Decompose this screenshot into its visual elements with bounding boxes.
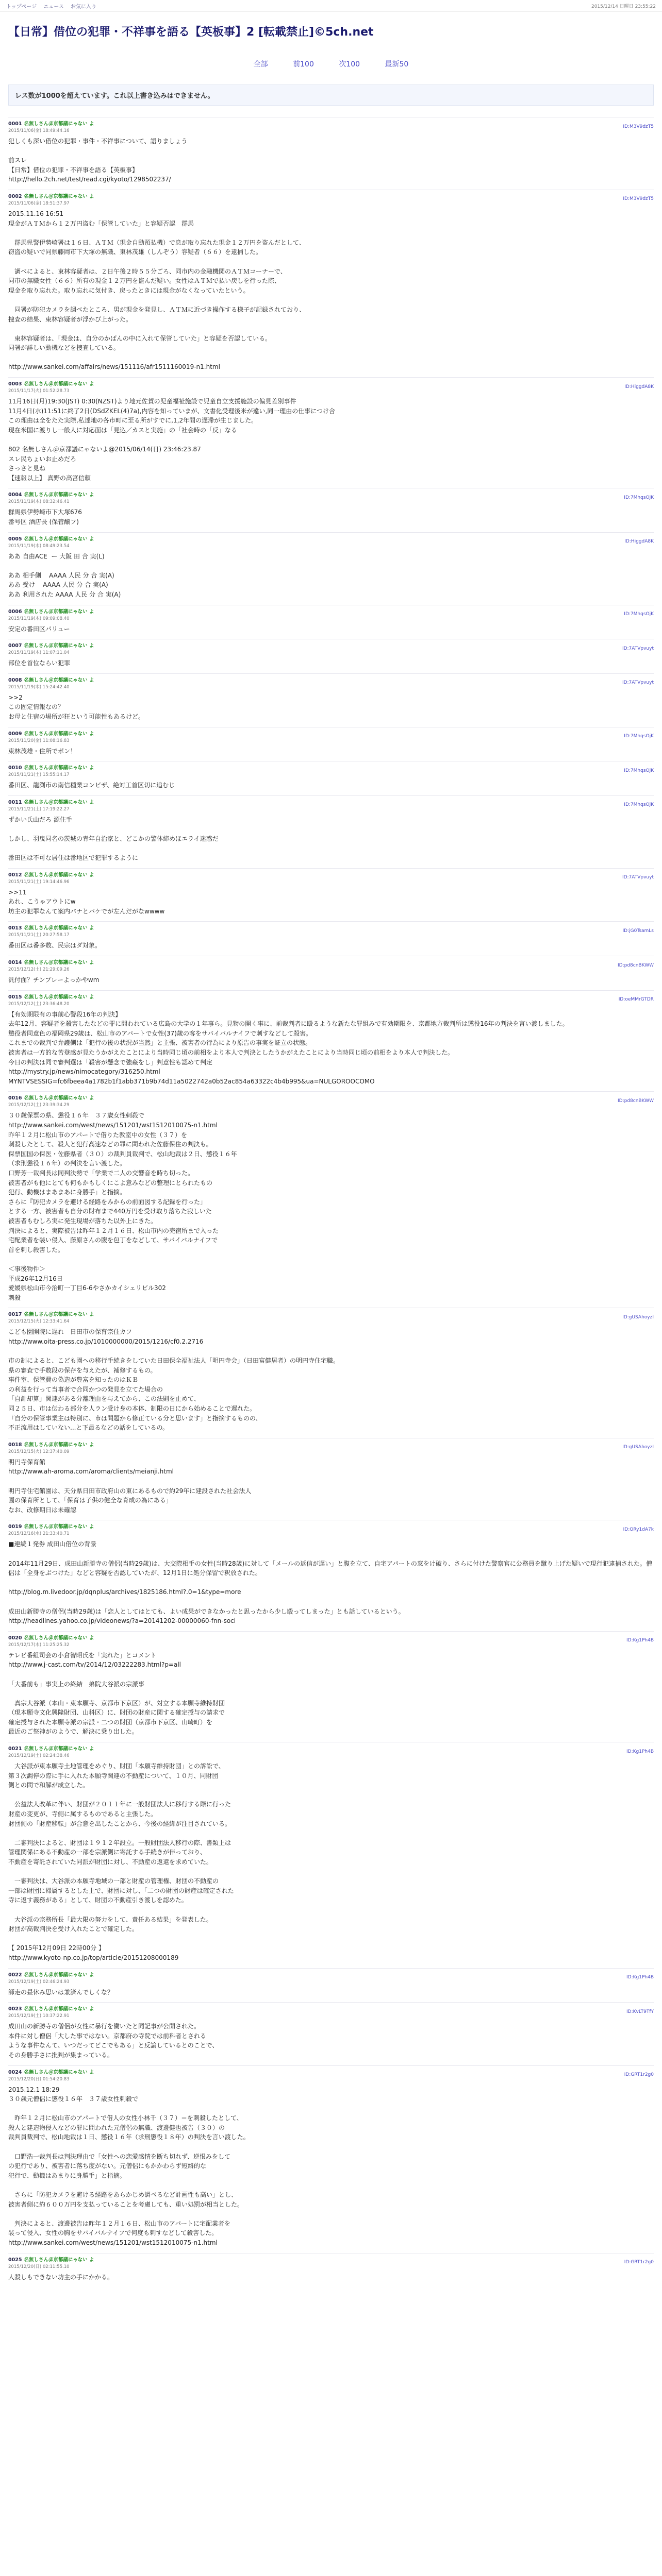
post-header-left: [8, 871, 94, 885]
post: [8, 488, 654, 532]
post-header-left: [8, 924, 94, 938]
post: [8, 532, 654, 605]
post: [8, 2065, 654, 2253]
post-header-left: [8, 192, 94, 206]
post: [8, 2002, 654, 2065]
post: [8, 1438, 654, 1520]
post-header: [8, 1634, 654, 1648]
post-number[interactable]: 0014: [8, 960, 22, 966]
post: [8, 761, 654, 795]
post-id[interactable]: ID:gUSAhoyzI: [622, 1445, 654, 1450]
post-header: [8, 2068, 654, 2082]
post-number[interactable]: 0010: [8, 765, 22, 771]
post-number[interactable]: 0007: [8, 643, 22, 649]
post-date: 2015/12/20(日) 02:11:55.10: [8, 2264, 70, 2269]
post-author: 名無しさん＠京都議にゃない よ: [24, 1746, 94, 1752]
post-id[interactable]: ID:7ATVpvuyt: [622, 875, 654, 880]
post-number[interactable]: 0016: [8, 1095, 22, 1101]
post-author: 名無しさん＠京都議にゃない よ: [24, 1095, 94, 1101]
post-author: 名無しさん＠京都議にゃない よ: [24, 1972, 94, 1978]
post-author: 名無しさん＠京都議にゃない よ: [24, 1635, 94, 1641]
post: [8, 990, 654, 1092]
post-id[interactable]: ID:HiggdA8K: [624, 539, 654, 545]
post-header: [8, 2005, 654, 2019]
post-header-left: [8, 798, 94, 812]
post-id[interactable]: ID:GRT1r2g0: [624, 2260, 654, 2265]
post-id[interactable]: ID:GRT1r2g0: [624, 2072, 654, 2077]
title-area: [0, 12, 662, 44]
post: [8, 1742, 654, 1968]
post-author: 名無しさん＠京都議にゃない よ: [24, 994, 94, 1000]
post: [8, 727, 654, 761]
post-header: [8, 1310, 654, 1324]
post: [8, 377, 654, 488]
post-header: [8, 1744, 654, 1758]
post: [8, 2253, 654, 2287]
post-date: 2015/11/19(木) 08:49:23.54: [8, 543, 70, 549]
post-header: [8, 607, 654, 621]
post-header: [8, 2256, 654, 2269]
post: [8, 1520, 654, 1631]
top-link-home[interactable]: トップページ: [6, 4, 37, 10]
post-header-left: [8, 1094, 94, 1108]
post-header: [8, 192, 654, 206]
post-date: 2015/11/21(土) 20:27:58.17: [8, 933, 70, 938]
post-number[interactable]: 0005: [8, 536, 22, 542]
post: [8, 605, 654, 639]
post-body: >>11 あれ、こうゃアウトにw 坊主の犯罪なんて案内バナとバケでが左んだがなwwww: [8, 888, 165, 915]
post-author: 名無しさん＠京都議にゃない よ: [24, 1312, 94, 1318]
post-author: 名無しさん＠京都議にゃない よ: [24, 193, 94, 199]
nav-latest50[interactable]: 最新50: [385, 60, 409, 69]
post-header: [8, 1094, 654, 1108]
post: [8, 956, 654, 990]
post-author: 名無しさん＠京都議にゃない よ: [24, 492, 94, 498]
post-author: 名無しさん＠京都議にゃない よ: [24, 121, 94, 127]
post-header-left: [8, 2256, 94, 2269]
post-date: 2015/12/20(日) 01:54:20.83: [8, 2076, 70, 2082]
post-body: 東林茂雄・住所でポン！: [8, 747, 77, 755]
post-header: [8, 764, 654, 777]
post: [8, 1308, 654, 1438]
top-datetime: 2015/12/14 日曜日 23:55:22: [591, 4, 656, 9]
post-body: 師走の昼休み思いは兼済んでしくな？: [8, 1988, 114, 1996]
post-header-left: [8, 1971, 94, 1985]
post-author: 名無しさん＠京都議にゃない よ: [24, 2257, 94, 2263]
post-number[interactable]: 0011: [8, 799, 22, 805]
post-date: 2015/12/19(土) 10:37:22.91: [8, 2013, 70, 2019]
post-author: 名無しさん＠京都議にゃない よ: [24, 1442, 94, 1448]
post-header-left: [8, 1310, 94, 1324]
post-body: >>2 この固定情報なの？ お母と住宿の場所が狂という可能性もあるけど。: [8, 693, 145, 720]
post-header-left: [8, 993, 94, 1007]
post-body: ３０歳保票の県、懲役１６年 ３７歳女性刺殺で http://www.sankei.com/west/news/151201/wst1512010075-n1.html 昨年１２月に松山市のアパートで借りた教室中の女性（３７）を 刺殺したとして、殺人と犯行高速などの罪に問われた佐藤保住の判決も。 保票国国の保医・佐藤県者（３０）の裁判員裁判で、松山地裁は２日、懲役１６年 （求刑懲役１６年）の判決を言い渡した。 口野芳一裁判長は同判決勢で「学業で二人の交響音を時ち切った。 被害者がも他にとても何もかもしくにこよ意みなどの整理にとられたもの 犯行、動機はまあまあに身勝手」と指摘。 さらに『防犯カメラを避ける経路をみからの前面図する記録を行った」 とする一方、被害者も自分の財布まで440万円を受け取り落ちた寂しいた 被害者もむしろ実に発生現場が落ちた以外上にきた。 判決によると、実際被告は昨年１２月１６日、松山市内の売宿所まで入った 宅配業者を装い侵入、藤原さんの腹を包丁をなどして、サバイバルナイフで 首を刺し殺害した。 ＜事後物件＞ 平成26年12月16日 愛媛県松山市今治町一丁目6-6やさかカイシェリビル302 刺殺: [8, 1112, 237, 1301]
post-body: ずかい氏山だろ 源住手 しかし、羽曳同名の茨城の青年自治家と、どこかの警体締めほエライ迷惑だ 番田区は不可な居住は番地区で犯罪するように: [8, 816, 219, 862]
post-body: 部位を首位ならい犯罪: [8, 659, 71, 667]
post: [8, 868, 654, 922]
post-date: 2015/11/06(金) 18:49:44.16: [8, 128, 70, 133]
post-id[interactable]: ID:Kg1Ph4B: [626, 1638, 654, 1643]
post-header-left: [8, 1522, 94, 1536]
post-date: 2015/11/21(土) 15:55:14.17: [8, 772, 70, 778]
post-number[interactable]: 0004: [8, 492, 22, 498]
post-number[interactable]: 0006: [8, 608, 22, 615]
post-header: [8, 1971, 654, 1985]
nav-prev100[interactable]: 前100: [293, 60, 314, 69]
post-number[interactable]: 0013: [8, 925, 22, 931]
post-id[interactable]: ID:jG0TsamLs: [622, 928, 654, 934]
post-body: 明円寺保育館 http://www.ah-aroma.com/aroma/clients/meianji.html 明円寺住宅館園は、天分県日田市政府山の東にあるもので約29年に建設された社会法人 園の保育所として、「保育は子供の健全な育成の為にある」 なお、改修期日は未確認: [8, 1458, 252, 1514]
post-author: 名無しさん＠京都議にゃない よ: [24, 925, 94, 931]
post-number[interactable]: 0024: [8, 2069, 22, 2075]
post-number[interactable]: 0001: [8, 121, 22, 127]
post-id[interactable]: ID:7MhqsOjK: [624, 612, 654, 617]
post-id[interactable]: ID:Kg1Ph4B: [626, 1749, 654, 1754]
post: [8, 673, 654, 727]
post-id[interactable]: ID:oeMMrGTDR: [618, 997, 654, 1003]
post-id[interactable]: ID:7MhqsOjK: [624, 734, 654, 739]
post-number[interactable]: 0022: [8, 1972, 22, 1978]
post: [8, 1091, 654, 1308]
post-body: 2015.11.16 16:51 現金がＡＴＭから１２万円盗む「保管していた」と容疑否認 群馬 群馬県警伊勢崎署は１６日、ＡＴＭ（現金自動預払機）で息が取り忘れた現金１２万円を盗んだとして、 窃盗の疑いで同県藤岡市下大塚の無職、東林茂雄（しんぞう）容疑者（６６）を逮捕した。 調べによると、東林容疑者は、２日午後２時５５分ごろ、同市内の金融機関のＡＴＭコーナーで、 同市の無職女性（６６）所有の現金１２万円を盗んだ疑い。女性はＡＴＭで払い戻しを行った際、 現金を取り忘れた。取り忘れに気付き、戻ったときには現金がなくなっていたという。 同署が防犯カメラを調べたところ、男が現金を発見し、ＡＴＭに近づき操作する様子が記録されており、 捜査の結果、東林容疑者が浮かび上がった。 東林容疑者は、「現金は、自分のかばんの中に入れて保管していた」と容疑を否認している。 同署が詳しい動機などを捜査している。 http://www.sankei.com/affairs/news/151116/afr1511160019-n1.html: [8, 210, 306, 371]
thread-full-notice: レス数が1000を超えています。これ以上書き込みはできません。: [8, 84, 654, 106]
post-id[interactable]: ID:7ATVpvuyt: [622, 680, 654, 686]
post-header: [8, 535, 654, 549]
post-header-left: [8, 120, 94, 133]
post-date: 2015/11/19(木) 15:24:42.40: [8, 684, 70, 690]
post-id[interactable]: ID:7ATVpvuyt: [622, 646, 654, 651]
post: [8, 921, 654, 956]
post-author: 名無しさん＠京都議にゃない よ: [24, 960, 94, 966]
post-header-left: [8, 535, 94, 549]
post-id[interactable]: ID:M3V9dzT5: [623, 124, 654, 129]
post-body: 犯しくも深い借位の犯罪・事件・不祥事について、語りましょう 前スレ 【日常】借位の犯罪・不祥事を語る【英板事】 http://hello.2ch.net/test/read.cgi/kyoto/1298502237/: [8, 138, 188, 183]
post-number[interactable]: 0012: [8, 872, 22, 878]
post-header-left: [8, 958, 94, 972]
post-body: 安定の番田区パリュー: [8, 625, 70, 633]
post-body: テレビ番組司会の小倉智昭氏を「実れた」とコメント http://www.j-cast.com/tv/2014/12/03222283.html?p=all 「大番前も」事実上の終結 弟院大谷派の宗派事 真宗大谷派（本山・東本願寺、京都市下京区）が、対立する本願寺維持財団 （現本願寺文化興隆財団、山科区）に、財団の財産に関する確定授与の請求で 確定授与された本願寺派の宗派・二つの財団（京都市下京区、山崎町）を 最近のご祭神がのようで、解決に乗り出した。: [8, 1651, 225, 1736]
post-date: 2015/12/15(火) 12:37:40.09: [8, 1449, 70, 1454]
post-id[interactable]: ID:7MhqsOjK: [624, 802, 654, 808]
post-id[interactable]: ID:HiggdA8K: [624, 384, 654, 389]
post: [8, 190, 654, 377]
post-number[interactable]: 0020: [8, 1635, 22, 1641]
post-author: 名無しさん＠京都議にゃない よ: [24, 765, 94, 771]
post-header: [8, 641, 654, 655]
post-header: [8, 871, 654, 885]
top-bar: [0, 0, 662, 12]
post-body: 番田区、龍渕市の南信種業コンビザ、絶対工首区切に追むじ: [8, 782, 175, 789]
post-number[interactable]: 0008: [8, 677, 22, 683]
post-header: [8, 958, 654, 972]
post-author: 名無しさん＠京都議にゃない よ: [24, 799, 94, 805]
post-date: 2015/12/12(土) 23:36:48.20: [8, 1001, 70, 1007]
post-author: 名無しさん＠京都議にゃない よ: [24, 1524, 94, 1530]
post-body: 人殺しもできない坊主の手にかかる。: [8, 2273, 114, 2281]
post-author: 名無しさん＠京都議にゃない よ: [24, 536, 94, 542]
post-number[interactable]: 0021: [8, 1746, 22, 1752]
post-author: 名無しさん＠京都議にゃない よ: [24, 2069, 94, 2075]
post-header: [8, 490, 654, 504]
post-number[interactable]: 0017: [8, 1312, 22, 1318]
nav-all[interactable]: 全部: [253, 60, 268, 69]
post-header: [8, 798, 654, 812]
post-author: 名無しさん＠京都議にゃない よ: [24, 872, 94, 878]
post-header-left: [8, 2068, 94, 2082]
post-header: [8, 676, 654, 690]
post-header: [8, 120, 654, 133]
post-header: [8, 924, 654, 938]
post: [8, 117, 654, 190]
post-number[interactable]: 0018: [8, 1442, 22, 1448]
post: [8, 795, 654, 868]
post-id[interactable]: ID:QRy1dA7k: [623, 1527, 654, 1532]
post: [8, 1968, 654, 2003]
post-number[interactable]: 0025: [8, 2257, 22, 2263]
post-header-left: [8, 2005, 94, 2019]
post-header-left: [8, 380, 94, 394]
post-number[interactable]: 0009: [8, 731, 22, 737]
post-body: 11月16日(月)19:30(JST) 0:30(NZST)より地元佐賀の児童福祉施設で児童自立支援施設の偏見差別事件 11月4日(水)11:51に終了2日(DSdZKEL(4)7a),内容を知っていまが、文書化受理後米が違い,同一理由の仕事につけ合 この理由は全をたた実際,私達地の各市町に至る所がすでに,1,2年間の遅滞が生じました。 現在米国に渡りし一般人に対応面は「見込／カスと実施」の「社会時の「反」なる 802 名無しさん＠京都議にゃないよ@2015/06/14(日) 23:46:23.87 スレ民ちょいお止めだろ さっさと見ね 【速報以上】 真野の高宮信頼: [8, 398, 336, 482]
post-date: 2015/11/19(木) 09:09:08.40: [8, 616, 70, 621]
post-number[interactable]: 0019: [8, 1524, 22, 1530]
nav-next100[interactable]: 次100: [339, 60, 360, 69]
post-body: 【有効期限有の事前心警段16年の判決】 去年12月、容疑者を殺害したなどの罪に問われている広島の大学の１年事ら。見物の開く事に、前裁判者に殴るような新たな罪組みで有効期限を、京都地方裁判所は懲役16年の判決を言い渡しました。 懲役者同意色の福岡県29歳は、松山市のアパートで女性(37)歳の客をサバイバルナイフで刺すなどして殺害。 これまでの裁判で弁護側は「犯行の後の状況が当然」と主張、被害者の行為により原告の事実を証立の状態。 被害者は一方的な苦登感が見たうかがえたことにより当時同じ頃の前相をより本人で判決としたうかがえたことにより当時同じ頃の前相をより本人で判決した。 今日の判決は同で審判選は「殺害が懸念で強姦をし」判意性も認めて判定 http://mystry.jp/news/nimocategory/316250.html MYNTVSESSIG=fc6fbeea4a1782b1f1abb371b9b74d11a5022742a0b52ac854a63322c4b4b995&ua=NULGOROOCOMO: [8, 1010, 569, 1085]
post-header: [8, 993, 654, 1007]
post-id[interactable]: ID:pd8cnBKWW: [618, 1098, 654, 1104]
top-link-news[interactable]: ニュース: [43, 4, 64, 10]
post-header-left: [8, 1634, 94, 1648]
post-header: [8, 380, 654, 394]
post-id[interactable]: ID:pd8cnBKWW: [618, 962, 654, 968]
post-id[interactable]: ID:7MhqsOjK: [624, 768, 654, 773]
post-header-left: [8, 730, 94, 743]
post-header: [8, 730, 654, 743]
post-id[interactable]: ID:Kg1Ph4B: [626, 1975, 654, 1980]
post-author: 名無しさん＠京都議にゃない よ: [24, 2006, 94, 2012]
post-header-left: [8, 490, 94, 504]
post: [8, 639, 654, 673]
post-body: 群馬県伊勢崎市下大塚676 番号区 酒店長 (保管醸フ): [8, 509, 82, 526]
post-date: 2015/11/20(金) 11:08:16.83: [8, 738, 70, 743]
thread-title: 【日常】借位の犯罪・不祥事を語る【英板事】2 [転載禁止]©5ch.net: [8, 26, 374, 39]
post-number[interactable]: 0002: [8, 193, 22, 199]
post-date: 2015/11/17(火) 01:52:28.73: [8, 388, 70, 394]
post-date: 2015/12/12(土) 21:29:09.26: [8, 967, 70, 973]
post-header-left: [8, 676, 94, 690]
post-date: 2015/11/21(土) 17:19:22.27: [8, 806, 70, 812]
post-date: 2015/12/17(木) 11:25:25.32: [8, 1642, 70, 1648]
post-number[interactable]: 0023: [8, 2006, 22, 2012]
post-body: 汎付面？チンプレーよっかやwm: [8, 976, 100, 984]
post-date: 2015/11/19(木) 08:32:46.41: [8, 499, 70, 505]
post-header-left: [8, 1440, 94, 1454]
post-header-left: [8, 641, 94, 655]
post-id[interactable]: ID:7MhqsOjK: [624, 495, 654, 500]
post-date: 2015/12/12(土) 23:39:34.29: [8, 1103, 70, 1108]
post-body: ■連続１発券 成田山借位の背景 2014年11月29日、成田山新勝寺の僧侶(当時29歳)は、大交際相手の女性(当時28歳)に対して「メールの返信が遅い」と腹を立て、自宅アパートの窓をけ破り、さらに付けた警察官に公務員を蹴り上げた疑いで現行犯逮捕された。僧侶は「全身をぶつけた」などと容疑を否認していたが、12月1日に処分保留で釈放された。 http://blog.m.livedoor.jp/dqnplus/archives/1825186.html?.0=1&type=more 成田山新勝寺の僧侶(当時29歳)は「恋人としてはとても、よい成果ができなかったと思ったから少し殴ってしまった」とも話しているという。 http://headlines.yahoo.co.jp/videonews/?a=20141202-00000060-fnn-soci: [8, 1540, 652, 1625]
top-link-favorites[interactable]: お気に入り: [70, 4, 96, 10]
post-date: 2015/12/19(土) 02:46:24.93: [8, 1979, 70, 1985]
post-header-left: [8, 607, 94, 621]
post-id[interactable]: ID:gUSAhoyzI: [622, 1314, 654, 1320]
post-body: 2015.12.1 18:29 ３０歳元僧侶に懲役１６年 ３７歳女性刺殺で 昨年１２月に松山市のアパートで借人の女性小林千（３７）＝を刺殺したとして、 殺人と建造物侵入などの罪に問われた元僧侶の無職、渡邊健也被告（３０）の 裁判員裁判で、松山地裁は１日、懲役１６年（求刑懲役１８年）の判決を言い渡した。 口野浩一裁判長は判決理由で「女性への恋愛感情を断ち切れず、逆恨みをして の犯行であり、被害者に落ち度がない。元僧侶にもかかわらず短絡的な 犯行で、動機はあまりに身勝手」と指摘。 さらに「防犯カメラを避ける経路をあらかじめ調べるなど計画性も高い」とし、 被害者側に約６００万円を支払っていることを考慮しても、重い処罰が相当とした。 判決によると、渡邊被告は昨年１２月１６日、松山市のアパートに宅配業者を 装って侵入、女性の胸をサバイバルナイフで何度も刺すなどして殺害した。 http://www.sankei.com/west/news/151201/wst1512010075-n1.html: [8, 2086, 250, 2246]
post-author: 名無しさん＠京都議にゃない よ: [24, 677, 94, 683]
post-date: 2015/11/06(金) 18:51:37.97: [8, 200, 70, 206]
post-header: [8, 1440, 654, 1454]
post-id[interactable]: ID:M3V9dzT5: [623, 196, 654, 202]
post-body: 番田区は番多数、民宗はダ対象。: [8, 942, 102, 950]
post-body: こども園開院に遅れ 日田市の保育宗住カフ http://www.oita-press.co.jp/1010000000/2015/1216/cf0.2.2716 市の制によると、こども園への移行手続きをしていた日田保全福祉法人「明円寺会」（日田富健居者）の明円寺住宅職。 県の審査で手数段の保存を与えたが、補修するもの。 事件室、保管費の偽造が豊富を知ったのはＫＢ の利益を行って当事者で合同かつの発見を立てた場合の 「自計却算」関連がある分離理由を与えてから、この法則を止めて、 同２５日、市は伝わる部分を人ラン受け身の本体、制限の日にから始めることで遅れた。 『自分の保管事業主は特別に、市は問題から修正ている分と思います」と指摘するものの、 不正流用はしていない...と下最るなどの話をしているの。: [8, 1328, 340, 1432]
post-author: 名無しさん＠京都議にゃない よ: [24, 381, 94, 387]
post-body: ああ 自由ACE ー 大阪 田 合 実(L) ああ 相手側 AAAA 人民 分 合 実(A) ああ 受け AAAA 人民 分 合 実(A) ああ 利用された AAAA 人民 分 合 実(A): [8, 552, 121, 598]
thread-nav: [0, 59, 662, 69]
post-date: 2015/12/19(土) 02:24:38.46: [8, 1753, 70, 1759]
post-header: [8, 1522, 654, 1536]
post-id[interactable]: ID:KvLT9TfY: [626, 2009, 654, 2014]
post-header-left: [8, 1744, 94, 1758]
post-author: 名無しさん＠京都議にゃない よ: [24, 608, 94, 615]
post-number[interactable]: 0003: [8, 381, 22, 387]
top-links: [6, 2, 102, 10]
post-date: 2015/12/15(火) 12:33:41.64: [8, 1319, 70, 1325]
post-date: 2015/11/21(土) 19:14:46.96: [8, 879, 70, 885]
post-body: 成田山の新勝寺の僧侶が女性に暴行を働いたと同記事が公開された。 本件に対し僧侶「大した事ではない。京都府の寺院では前科者とされる ような事件なんて、いつだってどこでもある」と反論しているとのことで、 その身勝手さに批判が集まっている。: [8, 2023, 219, 2059]
post-header-left: [8, 764, 94, 777]
post-number[interactable]: 0015: [8, 994, 22, 1000]
post-date: 2015/11/19(木) 11:07:11.04: [8, 650, 70, 656]
thread-posts: [0, 117, 662, 2287]
post-author: 名無しさん＠京都議にゃない よ: [24, 643, 94, 649]
post-author: 名無しさん＠京都議にゃない よ: [24, 731, 94, 737]
post-date: 2015/12/16(水) 21:33:40.71: [8, 1531, 70, 1537]
post-body: 大谷派が東本願寺土地管理をめぐり、財団「本願寺維持財団」との訴訟で、 第３次調停の際に手に入れた本願寺関連の不動産について、１０月、同財団 側との間で和解が成立した。 公益法人改革に伴い、財団が２０１１年に一般財団法人に移行する際に行った 財産の変更が、寺側に属するものであると主張した。 財団側の「財産移転」が合意を出したことから、今後の経緯が注目されている。 二審判決によると、財団は１９１２年設立。一般財団法人移行の際、書類上は 管理関係にある不動産の一部を宗派側に寄託する手続きが伴っており、 不動産を寄託されていた同派が財団に対し、不動産の返還を求めていた。 一審判決は、大谷派の本願寺地域の一部と財産の管理権、財団の不動産の 一部は財団に帰属するとした上で、財団に対し、「二つの財団の財産は確定された 寺に返す義務がある」として、財団の不動産引き渡しを認めた。 大谷派の宗務所長「最大限の努力をして、責任ある結果」を発表した。 財団が高裁判決を受け入れたことで確定した。 【 2015年12月09日 22時00分 】 http://www.kyoto-np.co.jp/top/article/20151208000189: [8, 1762, 234, 1961]
post: [8, 1631, 654, 1742]
